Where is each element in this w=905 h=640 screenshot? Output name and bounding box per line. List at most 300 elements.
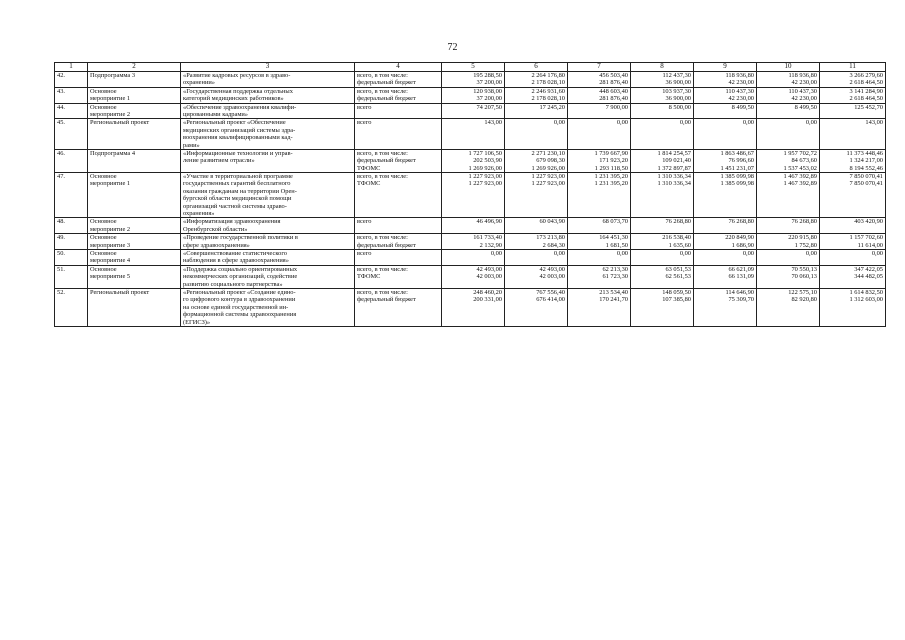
- amount-value: 1 372 897,87: [657, 164, 691, 172]
- row-index: 48.: [55, 218, 88, 234]
- funding-source: [355, 119, 442, 150]
- amount-cell: [442, 103, 505, 119]
- amount-value: 170 241,70: [599, 296, 628, 304]
- amount-value: 456 503,40: [599, 72, 628, 79]
- amount-value: 143,00: [484, 119, 502, 127]
- amount-value: 1 312 603,00: [849, 296, 883, 304]
- amount-value: 679 098,30: [536, 157, 565, 165]
- funding-source: [355, 249, 442, 265]
- amount-value: 42 493,00: [539, 265, 565, 273]
- row-description-line: цированными кадрами»: [183, 110, 248, 118]
- amount-value: 1 227 923,00: [531, 173, 565, 181]
- amount-cell: [568, 173, 631, 218]
- amount-value: 61 723,30: [602, 273, 628, 281]
- amount-value: 75 309,70: [728, 296, 754, 304]
- table-row: [55, 119, 886, 150]
- amount-cell: [820, 218, 886, 234]
- amount-value: 2 246 931,60: [531, 87, 565, 95]
- row-description: [181, 265, 355, 288]
- amount-value: 1 269 926,00: [468, 164, 502, 172]
- amount-cell: [694, 149, 757, 172]
- funding-source-line: всего: [357, 119, 372, 127]
- amount-value: 17 245,20: [539, 103, 565, 111]
- amount-cell: [820, 249, 886, 265]
- amount-value: 8 499,50: [794, 103, 817, 111]
- amount-value: 1 310 336,34: [657, 180, 691, 188]
- row-name: [88, 234, 181, 250]
- funding-source-line: ТФОМС: [357, 180, 381, 188]
- funding-source-line: федеральный бюджет: [357, 79, 416, 87]
- row-name-line: мероприятие 3: [90, 241, 131, 249]
- amount-value: 42 230,00: [791, 95, 817, 103]
- row-name-line: Основное: [90, 265, 117, 273]
- amount-cell: [505, 265, 568, 288]
- amount-cell: [631, 288, 694, 326]
- amount-value: 46 496,90: [476, 218, 502, 226]
- amount-value: 109 021,40: [662, 157, 691, 165]
- funding-source-line: всего, в том числе:: [357, 234, 408, 242]
- amount-value: 1 467 392,89: [783, 180, 817, 188]
- amount-cell: [631, 72, 694, 88]
- amount-value: 1 635,60: [668, 241, 691, 249]
- funding-source: [355, 288, 442, 326]
- funding-source-line: федеральный бюджет: [357, 95, 416, 103]
- amount-value: 0,00: [742, 119, 754, 127]
- row-name-line: Основное: [90, 173, 117, 181]
- row-description: [181, 234, 355, 250]
- row-description-line: «Информатизация здравоохранения: [183, 218, 281, 226]
- amount-cell: [757, 288, 820, 326]
- amount-cell: [505, 249, 568, 265]
- row-name: [88, 288, 181, 326]
- row-name: [88, 87, 181, 103]
- amount-cell: [820, 103, 886, 119]
- amount-value: 213 534,40: [599, 288, 628, 296]
- amount-cell: [631, 249, 694, 265]
- amount-value: 2 178 028,10: [531, 79, 565, 87]
- amount-cell: [694, 249, 757, 265]
- table-row: [55, 234, 886, 250]
- row-index: 46.: [55, 149, 88, 172]
- row-description: [181, 173, 355, 218]
- funding-source-line: ТФОМС: [357, 273, 381, 281]
- amount-cell: [757, 265, 820, 288]
- funding-source-line: всего, в том числе:: [357, 173, 408, 181]
- row-index: 49.: [55, 234, 88, 250]
- amount-cell: [505, 72, 568, 88]
- funding-source-line: федеральный бюджет: [357, 157, 416, 165]
- row-name-line: Региональный проект: [90, 288, 150, 296]
- row-description: [181, 288, 355, 326]
- amount-value: 1 863 486,67: [720, 149, 754, 157]
- amount-value: 63 051,53: [665, 265, 691, 273]
- amount-cell: [757, 234, 820, 250]
- row-name-line: мероприятие 1: [90, 95, 131, 103]
- amount-cell: [631, 149, 694, 172]
- amount-cell: [694, 103, 757, 119]
- amount-cell: [694, 119, 757, 150]
- row-name: [88, 249, 181, 265]
- table-row: [55, 265, 886, 288]
- row-description-line: «Информационные технологии и управ-: [183, 149, 293, 157]
- amount-value: 2 264 176,80: [531, 72, 565, 79]
- row-description-line: организаций частной системы здраво-: [183, 202, 287, 210]
- amount-value: 1 269 926,00: [531, 164, 565, 172]
- row-description-line: оказания гражданам на территории Орен-: [183, 187, 297, 195]
- row-description-line: воохранения квалифицированными кад-: [183, 134, 293, 142]
- amount-cell: [757, 249, 820, 265]
- amount-value: 1 293 118,50: [594, 164, 628, 172]
- amount-cell: [757, 149, 820, 172]
- table-row: [55, 149, 886, 172]
- amount-cell: [631, 234, 694, 250]
- row-index: 51.: [55, 265, 88, 288]
- header-cell: 10: [757, 63, 820, 72]
- amount-value: 82 920,80: [791, 296, 817, 304]
- amount-cell: [568, 72, 631, 88]
- amount-value: 1 231 395,20: [594, 180, 628, 188]
- table-row: [55, 72, 886, 88]
- row-description-line: ление развитием отрасли»: [183, 157, 255, 165]
- amount-value: 2 271 230,10: [531, 149, 565, 157]
- amount-value: 0,00: [871, 249, 883, 257]
- funding-source: [355, 265, 442, 288]
- amount-value: 1 385 099,98: [720, 180, 754, 188]
- funding-source-line: всего: [357, 249, 372, 257]
- row-name: [88, 149, 181, 172]
- amount-cell: [694, 265, 757, 288]
- amount-value: 118 936,80: [788, 72, 817, 79]
- amount-cell: [631, 173, 694, 218]
- row-name: [88, 173, 181, 218]
- amount-cell: [757, 173, 820, 218]
- amount-value: 8 194 552,46: [849, 164, 883, 172]
- amount-cell: [757, 87, 820, 103]
- row-name-line: Основное: [90, 249, 117, 257]
- amount-value: 3 141 284,90: [849, 87, 883, 95]
- amount-cell: [505, 288, 568, 326]
- amount-value: 143,00: [865, 119, 883, 127]
- amount-cell: [820, 149, 886, 172]
- row-description-line: охранении»: [183, 79, 215, 87]
- amount-cell: [568, 218, 631, 234]
- amount-value: 42 230,00: [791, 79, 817, 87]
- funding-source-line: всего, в том числе:: [357, 149, 408, 157]
- amount-value: 0,00: [553, 119, 565, 127]
- row-name-line: мероприятие 1: [90, 180, 131, 188]
- row-description-line: «Государственная поддержка отдельных: [183, 87, 293, 95]
- row-name-line: Подпрограмма 4: [90, 149, 136, 157]
- header-cell: 3: [181, 63, 355, 72]
- amount-cell: [820, 173, 886, 218]
- funding-source: [355, 87, 442, 103]
- funding-source: [355, 218, 442, 234]
- amount-value: 76 996,60: [728, 157, 754, 165]
- header-cell: 2: [88, 63, 181, 72]
- row-index: 52.: [55, 288, 88, 326]
- row-description-line: некоммерческих организаций, содействие: [183, 273, 298, 281]
- row-description: [181, 72, 355, 88]
- amount-cell: [757, 103, 820, 119]
- amount-value: 0,00: [616, 119, 628, 127]
- amount-cell: [442, 234, 505, 250]
- header-cell: 6: [505, 63, 568, 72]
- funding-source-line: всего: [357, 103, 372, 111]
- row-name-line: Подпрограмма 3: [90, 72, 136, 79]
- amount-cell: [631, 119, 694, 150]
- amount-value: 103 937,30: [662, 87, 691, 95]
- amount-value: 42 493,00: [476, 265, 502, 273]
- amount-value: 114 646,90: [725, 288, 754, 296]
- row-name-line: мероприятие 2: [90, 110, 131, 118]
- amount-cell: [568, 288, 631, 326]
- row-description-line: «Совершенствование статистического: [183, 249, 288, 257]
- amount-value: 7 850 070,41: [849, 173, 883, 181]
- row-name: [88, 103, 181, 119]
- amount-cell: [442, 265, 505, 288]
- amount-value: 1 814 254,57: [657, 149, 691, 157]
- amount-value: 216 538,40: [662, 234, 691, 242]
- amount-cell: [442, 72, 505, 88]
- amount-value: 1 681,50: [605, 241, 628, 249]
- funding-source: [355, 234, 442, 250]
- amount-value: 0,00: [805, 249, 817, 257]
- amount-cell: [568, 87, 631, 103]
- row-name: [88, 119, 181, 150]
- row-description-line: (ЕГИСЗ)»: [183, 318, 211, 326]
- row-description: [181, 119, 355, 150]
- amount-cell: [757, 119, 820, 150]
- amount-value: 8 499,50: [731, 103, 754, 111]
- program-funding-table: [54, 62, 886, 327]
- amount-value: 448 603,40: [599, 87, 628, 95]
- amount-value: 2 684,30: [542, 241, 565, 249]
- amount-value: 1 227 923,00: [531, 180, 565, 188]
- row-name-line: Основное: [90, 218, 117, 226]
- row-index: 43.: [55, 87, 88, 103]
- row-index: 47.: [55, 173, 88, 218]
- amount-cell: [568, 149, 631, 172]
- amount-value: 42 230,00: [728, 95, 754, 103]
- amount-cell: [442, 87, 505, 103]
- amount-value: 1 227 923,00: [468, 173, 502, 181]
- amount-value: 403 420,90: [854, 218, 883, 226]
- amount-value: 0,00: [490, 249, 502, 257]
- amount-value: 84 673,60: [791, 157, 817, 165]
- row-name-line: Основное: [90, 234, 117, 242]
- amount-cell: [820, 87, 886, 103]
- amount-value: 122 575,10: [788, 288, 817, 296]
- amount-cell: [442, 218, 505, 234]
- header-cell: 7: [568, 63, 631, 72]
- row-description-line: на основе единой государственной ин-: [183, 303, 289, 311]
- row-description: [181, 218, 355, 234]
- amount-value: 344 482,05: [854, 273, 883, 281]
- header-cell: 8: [631, 63, 694, 72]
- amount-value: 161 733,40: [473, 234, 502, 242]
- table-row: [55, 173, 886, 218]
- funding-source-line: федеральный бюджет: [357, 241, 416, 249]
- amount-value: 11 373 448,46: [846, 149, 883, 157]
- amount-cell: [442, 149, 505, 172]
- row-name: [88, 72, 181, 88]
- amount-value: 36 900,00: [665, 95, 691, 103]
- row-name-line: мероприятие 5: [90, 273, 131, 281]
- amount-cell: [442, 173, 505, 218]
- amount-value: 76 268,80: [791, 218, 817, 226]
- amount-value: 76 268,80: [665, 218, 691, 226]
- header-cell: 9: [694, 63, 757, 72]
- amount-cell: [505, 234, 568, 250]
- amount-value: 164 451,30: [599, 234, 628, 242]
- amount-cell: [820, 234, 886, 250]
- table-row: [55, 87, 886, 103]
- amount-value: 3 266 279,60: [849, 72, 883, 79]
- header-cell: 4: [355, 63, 442, 72]
- funding-source: [355, 103, 442, 119]
- amount-cell: [505, 149, 568, 172]
- amount-value: 1 451 231,07: [720, 164, 754, 172]
- table-row: [55, 103, 886, 119]
- amount-value: 11 614,00: [857, 241, 883, 249]
- row-description-line: наблюдения в сфере здравоохранения»: [183, 257, 289, 265]
- amount-cell: [694, 87, 757, 103]
- amount-value: 281 876,40: [599, 79, 628, 87]
- amount-value: 110 437,30: [788, 87, 817, 95]
- amount-value: 0,00: [679, 119, 691, 127]
- amount-cell: [442, 119, 505, 150]
- row-index: 42.: [55, 72, 88, 88]
- amount-value: 68 073,70: [602, 218, 628, 226]
- amount-value: 76 268,80: [728, 218, 754, 226]
- row-name-line: Региональный проект: [90, 119, 150, 127]
- amount-cell: [631, 103, 694, 119]
- amount-value: 120 938,00: [473, 87, 502, 95]
- row-description-line: рами»: [183, 141, 200, 149]
- amount-cell: [694, 72, 757, 88]
- amount-value: 42 003,00: [476, 273, 502, 281]
- amount-value: 220 915,80: [788, 234, 817, 242]
- amount-cell: [442, 288, 505, 326]
- funding-source-line: всего: [357, 218, 372, 226]
- funding-source: [355, 72, 442, 88]
- amount-value: 0,00: [679, 249, 691, 257]
- amount-value: 767 556,40: [536, 288, 565, 296]
- amount-cell: [694, 234, 757, 250]
- row-description-line: го цифрового контура в здравоохранении: [183, 296, 296, 304]
- row-description: [181, 103, 355, 119]
- amount-value: 1 385 099,98: [720, 173, 754, 181]
- amount-value: 1 227 923,00: [468, 180, 502, 188]
- header-cell: 11: [820, 63, 886, 72]
- row-description-line: «Поддержка социально ориентированных: [183, 265, 298, 273]
- amount-value: 60 043,90: [539, 218, 565, 226]
- table-row: [55, 218, 886, 234]
- amount-cell: [505, 119, 568, 150]
- header-row: [55, 63, 886, 72]
- amount-value: 110 437,30: [725, 87, 754, 95]
- amount-value: 281 876,40: [599, 95, 628, 103]
- row-description-line: медицинских организаций системы здра-: [183, 126, 296, 134]
- amount-value: 1 231 395,20: [594, 173, 628, 181]
- row-name-line: мероприятие 4: [90, 257, 131, 265]
- row-description-line: государственных гарантий бесплатного: [183, 180, 291, 188]
- row-description-line: развитию социального партнерства»: [183, 280, 283, 288]
- amount-cell: [757, 72, 820, 88]
- row-description-line: охранения»: [183, 210, 215, 218]
- amount-cell: [631, 265, 694, 288]
- amount-value: 347 422,05: [854, 265, 883, 273]
- row-description: [181, 149, 355, 172]
- amount-cell: [442, 249, 505, 265]
- row-name: [88, 265, 181, 288]
- row-description-line: бургской области медицинской помощи: [183, 195, 292, 203]
- funding-source-line: федеральный бюджет: [357, 296, 416, 304]
- amount-value: 220 849,90: [725, 234, 754, 242]
- amount-cell: [505, 173, 568, 218]
- row-description-line: «Развитие кадровых ресурсов в здраво-: [183, 72, 291, 79]
- table-row: [55, 249, 886, 265]
- amount-value: 148 059,50: [662, 288, 691, 296]
- funding-source-line: всего, в том числе:: [357, 87, 408, 95]
- amount-cell: [820, 288, 886, 326]
- row-description-line: сфере здравоохранения»: [183, 241, 250, 249]
- amount-cell: [820, 72, 886, 88]
- amount-value: 1 157 702,60: [849, 234, 883, 242]
- amount-value: 37 200,00: [476, 95, 502, 103]
- amount-value: 173 213,80: [536, 234, 565, 242]
- row-description-line: категорий медицинских работников»: [183, 95, 284, 103]
- row-description-line: «Проведение государственной политики в: [183, 234, 298, 242]
- funding-source-line: всего, в том числе:: [357, 72, 408, 79]
- amount-cell: [568, 119, 631, 150]
- funding-source-line: ТФОМС: [357, 164, 381, 172]
- amount-cell: [505, 87, 568, 103]
- amount-value: 2 618 464,50: [849, 79, 883, 87]
- amount-value: 74 207,50: [476, 103, 502, 111]
- amount-cell: [694, 288, 757, 326]
- amount-cell: [757, 218, 820, 234]
- amount-value: 66 131,09: [728, 273, 754, 281]
- amount-value: 0,00: [742, 249, 754, 257]
- amount-value: 8 500,00: [668, 103, 691, 111]
- row-description-line: «Участие в территориальной программе: [183, 173, 293, 181]
- amount-value: 42 230,00: [728, 79, 754, 87]
- amount-value: 37 200,00: [476, 79, 502, 87]
- amount-cell: [820, 119, 886, 150]
- amount-value: 62 213,30: [602, 265, 628, 273]
- amount-value: 676 414,00: [536, 296, 565, 304]
- amount-value: 1 614 832,50: [849, 288, 883, 296]
- row-index: 44.: [55, 103, 88, 119]
- funding-source-line: всего, в том числе:: [357, 288, 408, 296]
- amount-value: 1 537 453,02: [783, 164, 817, 172]
- amount-value: 1 752,80: [794, 241, 817, 249]
- amount-value: 195 288,50: [473, 72, 502, 79]
- row-description-line: Оренбургской области»: [183, 225, 248, 233]
- row-description-line: «Региональный проект «Создание едино-: [183, 288, 296, 296]
- row-name: [88, 218, 181, 234]
- amount-value: 0,00: [616, 249, 628, 257]
- amount-value: 7 850 070,41: [849, 180, 883, 188]
- amount-value: 125 452,70: [854, 103, 883, 111]
- amount-value: 248 460,20: [473, 288, 502, 296]
- amount-value: 1 324 217,00: [849, 157, 883, 165]
- amount-cell: [568, 103, 631, 119]
- amount-value: 1 686,90: [731, 241, 754, 249]
- header-cell: 1: [55, 63, 88, 72]
- row-description: [181, 249, 355, 265]
